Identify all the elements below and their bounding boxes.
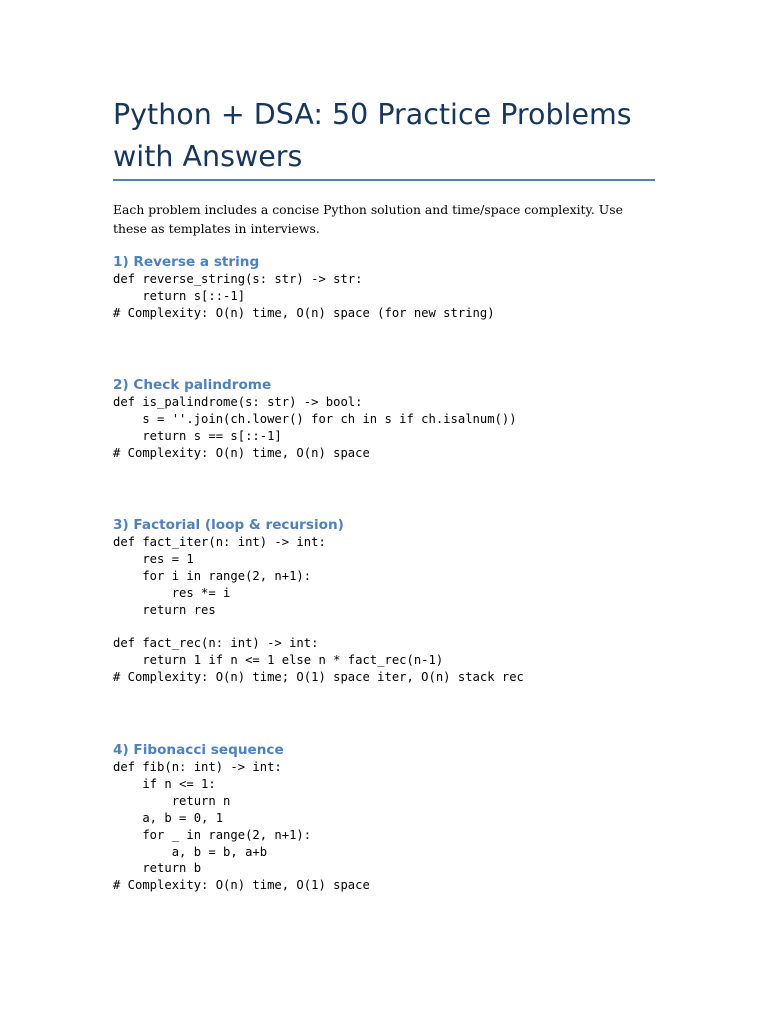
problem-section-1: [113, 253, 673, 322]
problem-heading: 3) Factorial (loop & recursion): [113, 517, 344, 533]
problem-section-2: [113, 376, 673, 462]
problem-heading: 2) Check palindrome: [113, 377, 272, 393]
code-block: def reverse_string(s: str) -> str: return s[::-1] # Complexity: O(n) time, O(n) space (for new string): [113, 272, 495, 320]
problem-heading: 1) Reverse a string: [113, 254, 260, 270]
problem-section-3: [113, 516, 673, 686]
problem-heading: 4) Fibonacci sequence: [113, 742, 284, 758]
page-title: Python + DSA: 50 Practice Problems with Answers: [113, 98, 632, 173]
intro-paragraph: Each problem includes a concise Python solution and time/space complexity. Use these as templates in interviews.: [113, 202, 623, 236]
title-divider: [113, 179, 655, 181]
code-block: def fib(n: int) -> int: if n <= 1: return n a, b = 0, 1 for _ in range(2, n+1): a, b = b, a+b return b # Complexity: O(n) time, O(1) space: [113, 760, 370, 893]
code-block: def fact_iter(n: int) -> int: res = 1 for i in range(2, n+1): res *= i return res def fact_rec(n: int) -> int: return 1 if n <= 1 else n * fact_rec(n-1) # Complexity: O(n) time; O(1) space iter, O(n) stack rec: [113, 535, 524, 685]
code-block: def is_palindrome(s: str) -> bool: s = ''.join(ch.lower() for ch in s if ch.isalnum()) return s == s[::-1] # Complexity: O(n) time, O(n) space: [113, 395, 517, 460]
problem-section-4: [113, 741, 673, 894]
